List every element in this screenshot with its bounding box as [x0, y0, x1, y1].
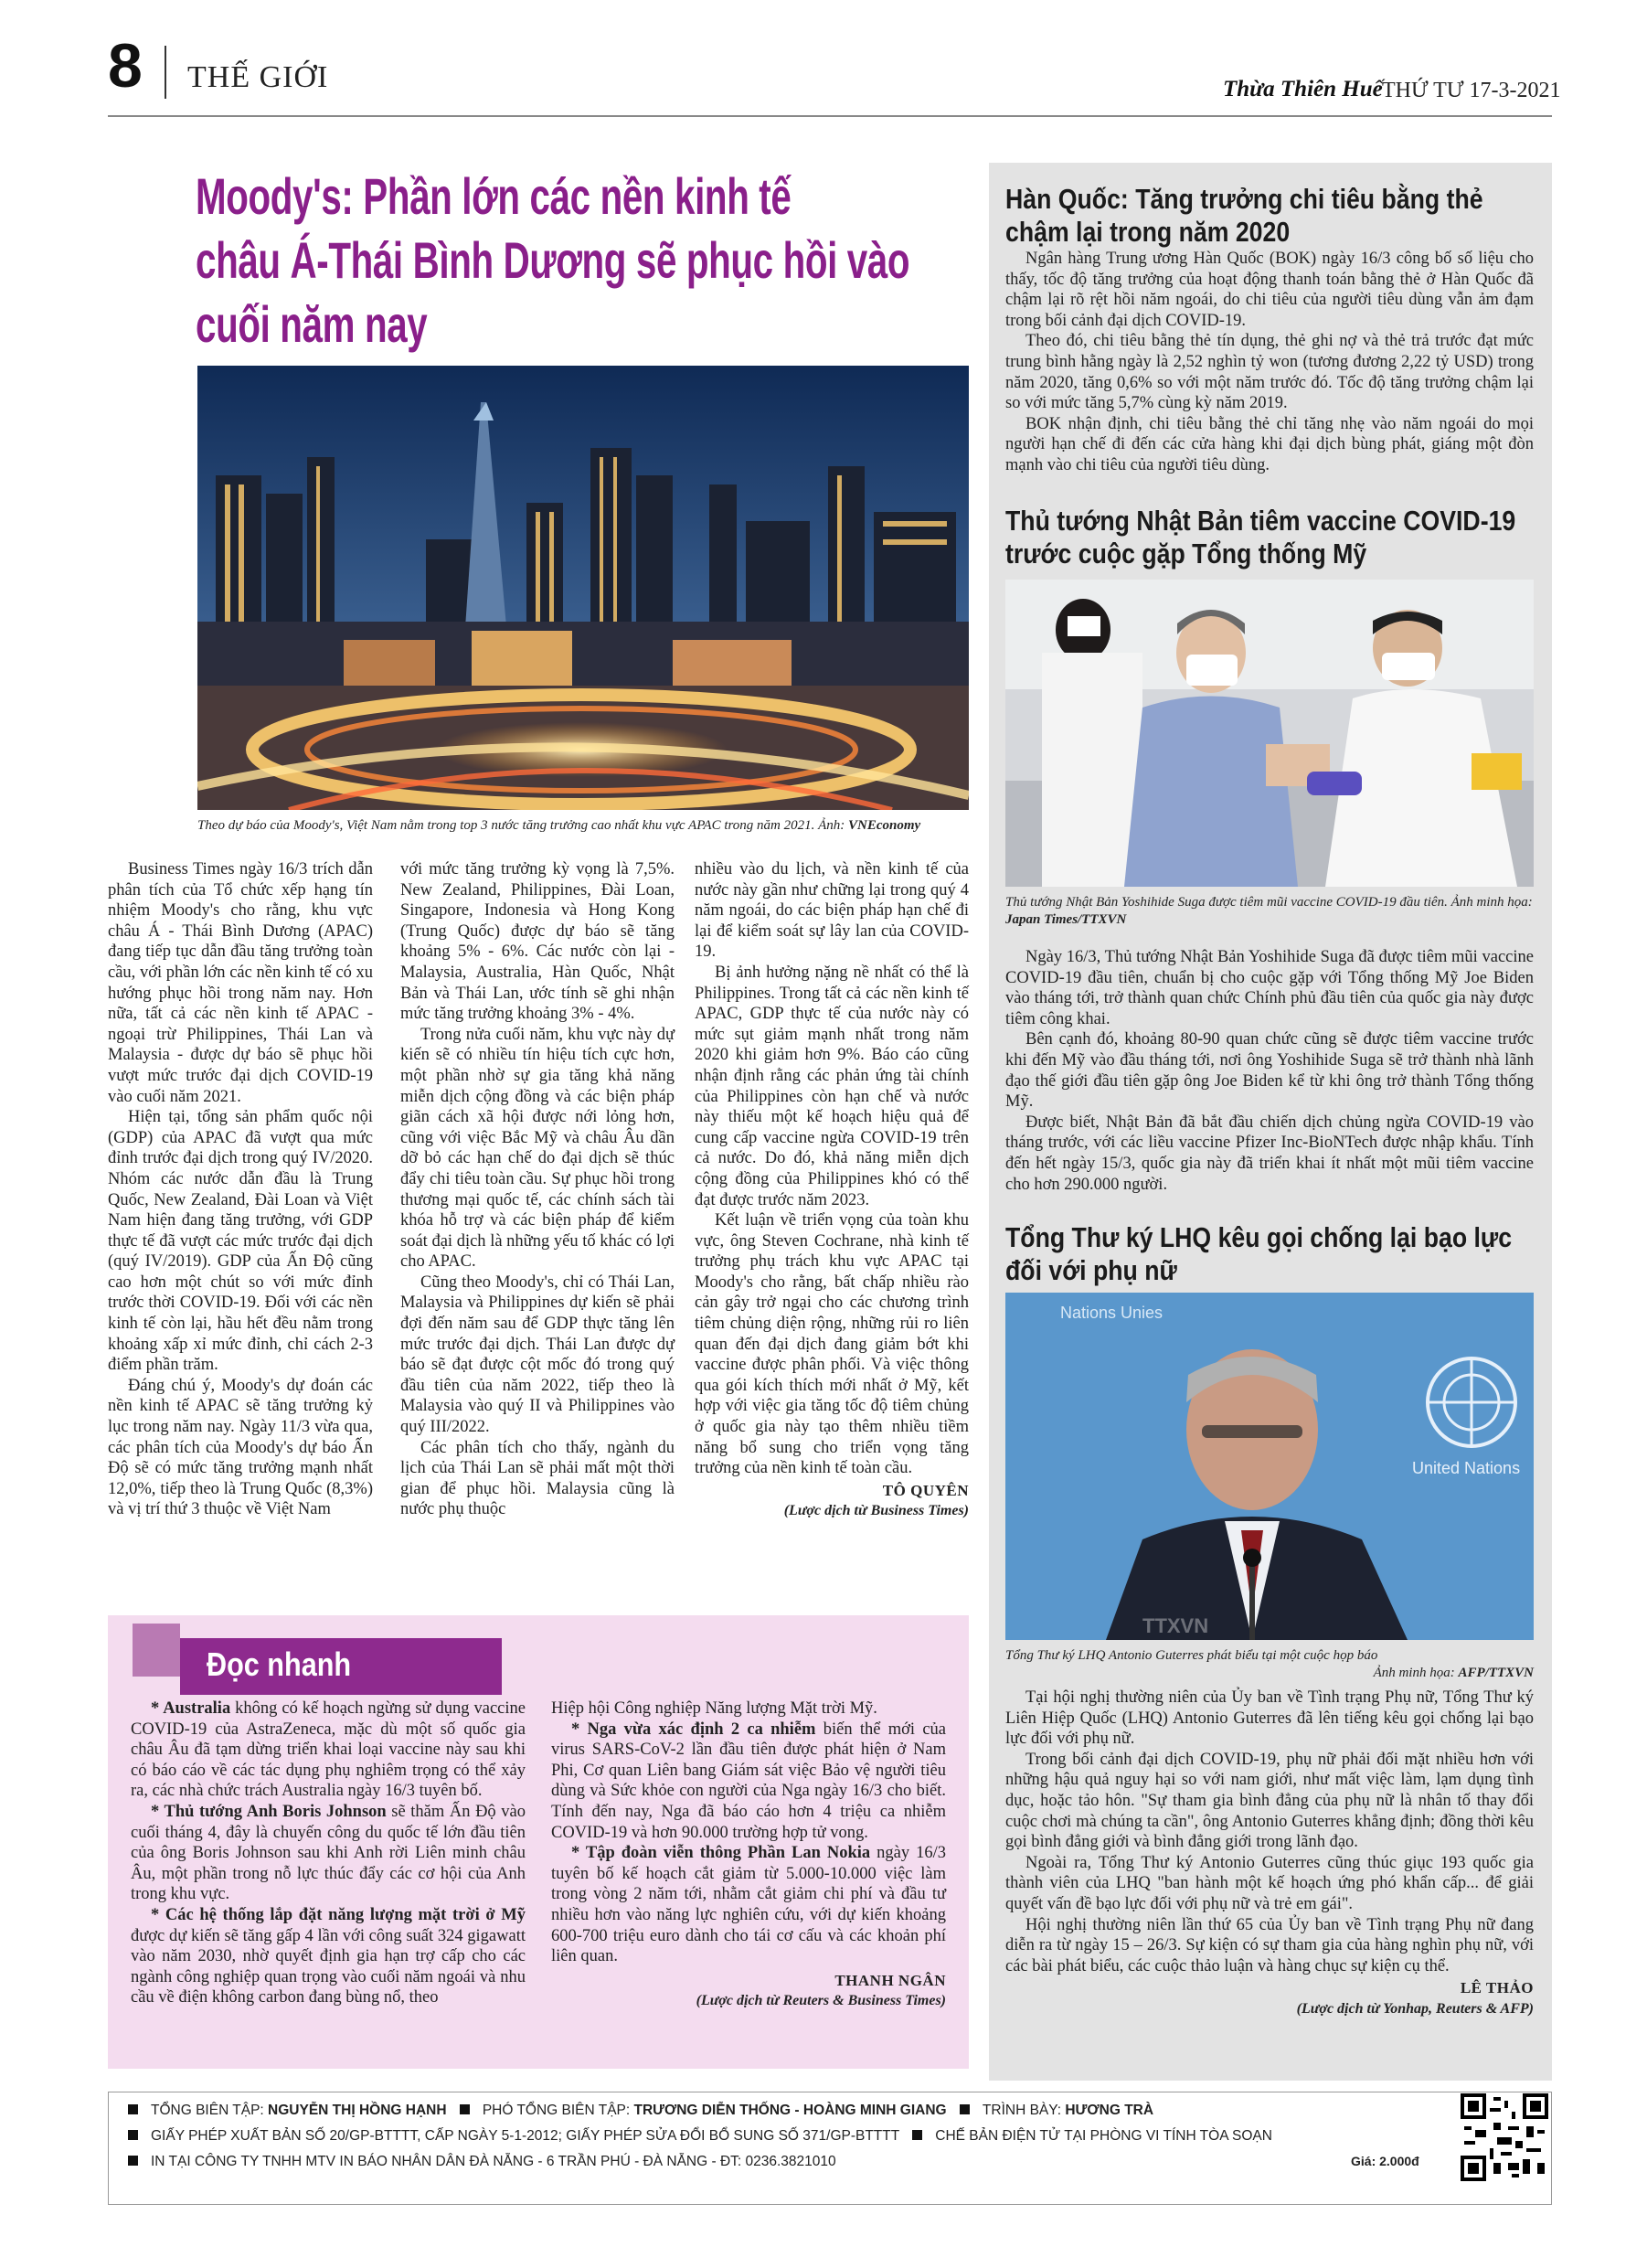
article-paragraph: BOK nhận định, chi tiêu bằng thẻ chỉ tăng nhẹ vào năm ngoái do mọi người hạn chế đi đến các cửa hàng khi đại dịch bùng phát, giáng một đòn mạnh vào chi tiêu của người tiêu dùng.: [1005, 414, 1534, 474]
korea-article: [1005, 249, 1534, 476]
article-paragraph: Trong nửa cuối năm, khu vực này dự kiến sẽ có nhiều tín hiệu tích cực hơn, một phần nhờ sự gia tăng khả năng miễn dịch cộng đồng và các biện pháp giãn cách xã hội được nới lỏng hơn, cũng với việc Bắc Mỹ và châu Âu dần dỡ bỏ các hạn chế do đại dịch sẽ thúc đẩy chi tiêu toàn cầu. Sự phục hồi trong thương mại quốc tế, các chính sách tài khóa hỗ trợ và các biện pháp để kiểm soát đại dịch là những yếu tố khác có lợi cho APAC.: [400, 1025, 675, 1272]
issue-date: THỨ TƯ 17-3-2021: [1382, 79, 1561, 102]
main-article-col2: [400, 859, 675, 1520]
article-paragraph: với mức tăng trưởng kỳ vọng là 7,5%. New Zealand, Philippines, Đài Loan, Singapore, Indonesia và Hong Kong (Trung Quốc) được dự báo sẽ tăng khoảng 5% - 6%. Các nước còn lại - Malaysia, Australia, Hàn Quốc, Nhật Bản và Thái Lan, ước tính sẽ ghi nhận mức tăng trưởng khoảng 3% - 4%.: [400, 860, 675, 1024]
quick-read-source: (Lược dịch từ Reuters & Business Times): [696, 1993, 946, 2009]
city-night-photo: [197, 366, 969, 810]
quick-read-item: * Australia không có kế hoạch ngừng sử dụng vaccine COVID-19 của AstraZeneca, mặc dù một số quốc gia châu Âu đã tạm dừng triển khai loại vaccine này sau khi có báo cáo về các tác dụng phụ nghiêm trọng có thể xảy ra, các nhà chức trách Australia ngày 16/3 tuyên bố.: [131, 1699, 526, 1801]
main-article-source: (Lược dịch từ Business Times): [783, 1503, 969, 1519]
article-paragraph: Đáng chú ý, Moody's dự đoán các nền kinh tế APAC sẽ tăng trưởng kỷ lục trong năm nay. Ngày 11/3 vừa qua, các phân tích của Moody's dự báo Ấn Độ sẽ có mức tăng trưởng mạnh nhất 12,0%, tiếp theo là Trung Quốc (8,3%) và vị trí thứ 3 thuộc về Việt Nam: [108, 1376, 373, 1519]
quick-read-col2: [551, 1698, 946, 2012]
japan-photo-caption-text: Thủ tướng Nhật Bản Yoshihide Suga được tiêm mũi vaccine COVID-19 đầu tiên. Ảnh minh họa:: [1005, 895, 1533, 910]
imprint-line-3: IN TẠI CÔNG TY TNHH MTV IN BÁO NHÂN DÂN ĐÀ NẴNG - 6 TRẦN PHÚ - ĐÀ NẴNG - ĐT: 0236.3821010: [128, 2152, 836, 2172]
article-paragraph: Tại hội nghị thường niên của Ủy ban về Tình trạng Phụ nữ, Tổng Thư ký Liên Hiệp Quốc (LHQ) Antonio Guterres đã lên tiếng kêu gọi chống lại bạo lực đối với phụ nữ.: [1005, 1688, 1534, 1749]
article-paragraph: Hiện tại, tổng sản phẩm quốc nội (GDP) của APAC đã vượt qua mức đỉnh trước đại dịch trong quý IV/2020. Nhóm các nước dẫn đầu là Trung Quốc, New Zealand, Đài Loan và Việt Nam hiện đang tăng trưởng, với GDP thực tế đã vượt các mức trước đại dịch (quý IV/2019). GDP của Ấn Độ cũng cao hơn một chút so với mức đỉnh trước thời COVID-19. Đối với các nền kinh tế còn lại, hầu hết đều nằm trong khoảng xấp xỉ mức đỉnh, chỉ cách 2-3 điểm phần trăm.: [108, 1108, 373, 1375]
japan-headline: Thủ tướng Nhật Bản tiêm vaccine COVID-19 trước cuộc gặp Tổng thống Mỹ: [1005, 505, 1516, 570]
quick-read-item: * Tập đoàn viễn thông Phần Lan Nokia ngày 16/3 tuyên bố kế hoạch cắt giảm từ 5.000-10.000 việc làm trong vòng 2 năm tới, nhằm cắt giảm chi phí và đầu tư nhiều hơn vào năng lực nghiên cứu, với dự kiến khoảng 600-700 triệu euro dành cho tái cơ cấu và các khoản phí liên quan.: [551, 1844, 947, 1966]
main-article-byline: TÔ QUYÊN: [882, 1481, 969, 1499]
section-title: THẾ GIỚI: [187, 60, 329, 94]
article-paragraph: Bên cạnh đó, khoảng 80-90 quan chức cũng sẽ được tiêm vaccine trước khi đến Mỹ vào đầu tháng tới, nơi ông Yoshihide Suga sẽ trở thành nhà lãnh đạo thế giới đầu tiên gặp ông Joe Biden kể từ khi ông trở thành Tổng thống Mỹ.: [1005, 1030, 1534, 1112]
main-photo-caption: [197, 817, 969, 835]
un-photo-caption: [1005, 1647, 1534, 1682]
quick-read-item: * Thủ tướng Anh Boris Johnson sẽ thăm Ấn Độ vào cuối tháng 4, đây là chuyến công du quốc tế lớn đầu tiên của ông Boris Johnson sau khi Anh rời Liên minh châu Âu, một phần trong nỗ lực thúc đẩy các cơ hội của Anh trong khu vực.: [131, 1802, 526, 1904]
qr-code: [1461, 2093, 1548, 2181]
un-photo-credit-prefix: Ảnh minh họa:: [1373, 1666, 1459, 1680]
japan-photo-credit: Japan Times/TTXVN: [1005, 912, 1127, 927]
un-wall-text: Nations Unies: [1060, 1304, 1164, 1322]
article-paragraph: Kết luận về triển vọng của toàn khu vực, ông Steven Cochrane, nhà kinh tế trưởng phụ trách khu vực APAC tại Moody's cho rằng, bất chấp nhiều rào cản gây trở ngại cho các chương trình tiêm chủng diện rộng, những rủi ro liên quan đến đại dịch đang giảm bớt khi vaccine được phân phối. Và việc thông qua gói kích thích mới nhất ở Mỹ, kết hợp với việc gia tăng tốc độ tiêm chủng ở quốc gia này tạo thêm nhiều tiềm năng bổ sung cho triển vọng tăng trưởng của nền kinh tế toàn cầu.: [695, 1211, 969, 1478]
masthead-rule: [108, 115, 1552, 117]
sidebar-byline: LÊ THẢO: [1460, 1979, 1534, 1997]
suga-vaccine-photo: [1005, 580, 1534, 887]
quick-read-col1: [131, 1698, 526, 2008]
sidebar-source: (Lược dịch từ Yonhap, Reuters & AFP): [1296, 2000, 1534, 2017]
imprint-line-1: TỔNG BIÊN TẬP: NGUYỄN THỊ HỒNG HẠNH PHÓ TỔNG BIÊN TẬP: TRƯƠNG DIỄN THỐNG - HOÀNG MINH GIANG TRÌNH BÀY: HƯƠNG TRÀ: [128, 2101, 1153, 2121]
photo-watermark: TTXVN: [1142, 1614, 1209, 1637]
quick-read-item: Hiệp hội Công nghiệp Năng lượng Mặt trời Mỹ.: [551, 1699, 877, 1718]
un-photo-credit: AFP/TTXVN: [1458, 1666, 1534, 1680]
page-number: 8: [108, 31, 143, 101]
quick-read-label: Đọc nhanh: [207, 1645, 352, 1683]
article-paragraph: nhiều vào du lịch, và nền kinh tế của nước này gần như chững lại trong quý 4 năm ngoái, do các biện pháp hạn chế đi lại để kiểm soát sự lây lan của COVID-19.: [695, 860, 969, 962]
un-article: [1005, 1688, 1534, 2020]
article-paragraph: Được biết, Nhật Bản đã bắt đầu chiến dịch chủng ngừa COVID-19 vào tháng trước, với các liều vaccine Pfizer Inc-BioNTech được nhập khẩu. Tính đến hết ngày 15/3, quốc gia này đã triển khai ít nhất một mũi tiêm vaccine cho hơn 290.000 người.: [1005, 1113, 1534, 1194]
quick-read-byline: THANH NGÂN: [834, 1971, 946, 1989]
quick-read-item: * Nga vừa xác định 2 ca nhiễm biến thể mới của virus SARS-CoV-2 lần đầu tiên được phát hiện ở Nam Phi, Cơ quan Liên bang Giám sát việc Bảo vệ người tiêu dùng và Sức khỏe con người của Nga ngày 16/3 cho biết. Tính đến nay, Nga đã báo cáo hơn 4 triệu ca nhiễm COVID-19 và hơn 90.000 trường hợp tử vong.: [551, 1720, 947, 1842]
main-article-col3: [695, 859, 969, 1522]
korea-headline: Hàn Quốc: Tăng trưởng chi tiêu bằng thẻ chậm lại trong năm 2020: [1005, 183, 1483, 248]
japan-photo-caption: [1005, 894, 1534, 929]
main-headline: [196, 165, 979, 357]
un-photo-caption-text: Tổng Thư ký LHQ Antonio Guterres phát biểu tại một cuộc họp báo: [1005, 1648, 1378, 1663]
article-paragraph: Hội nghị thường niên lần thứ 65 của Ủy ban về Tình trạng Phụ nữ đang diễn ra từ ngày 15 – 26/3. Sự kiện có sự tham gia của hàng nghìn phụ nữ, với các bài phát biểu, các cuộc thảo luận và hàng chục sự kiện cụ thể.: [1005, 1915, 1534, 1975]
main-photo-credit: VNEconomy: [848, 818, 921, 833]
article-paragraph: Trong bối cảnh đại dịch COVID-19, phụ nữ phải đối mặt nhiều hơn với những hậu quả nguy hại so với nam giới, như mất việc làm, lạm dụng tình dục, hoặc tảo hôn. "Sự tham gia bình đẳng của phụ nữ là nhân tố thay đổi cuộc chơi mà chúng ta cần", ông Antonio Guterres khẳng định; đồng thời kêu gọi bình đẳng giới và bình đẳng giới trong lãnh đạo.: [1005, 1750, 1534, 1852]
newspaper-name: Thừa Thiên Huế: [1223, 77, 1383, 101]
main-headline-line1: Moody's: Phần lớn các nền kinh tế: [196, 167, 792, 225]
article-paragraph: Ngân hàng Trung ương Hàn Quốc (BOK) ngày 16/3 công bố số liệu cho thấy, tốc độ tăng trưởng của hoạt động thanh toán bằng thẻ ở Hàn Quốc đã chậm lại rõ rệt hồi năm ngoái, do chi tiêu của người tiêu dùng vẫn ảm đạm trong bối cảnh đại dịch COVID-19.: [1005, 250, 1534, 330]
article-paragraph: Bị ảnh hưởng nặng nề nhất có thể là Philippines. Trong tất cả các nền kinh tế APAC, GDP thực tế của nước này có mức sụt giảm mạnh nhất trong năm 2020 khi giảm hơn 9%. Báo cáo cũng nhận định rằng các phản ứng tài chính của Philippines còn hạn chế và nước này thiếu một kế hoạch hiệu quả để cung cấp vaccine ngừa COVID-19 trên cả nước. Do đó, khả năng miễn dịch cộng đồng của Philippines khó có thể đạt được trước năm 2023.: [695, 963, 969, 1209]
guterres-photo: [1005, 1293, 1534, 1640]
article-paragraph: Cũng theo Moody's, chỉ có Thái Lan, Malaysia và Philippines dự kiến sẽ phải đợi đến năm sau để GDP thực tăng lên mức trước đại dịch. Thái Lan được dự báo sẽ đạt được cột mốc đó trong quý đầu tiên của năm 2022, tiếp theo là Malaysia vào quý II và Philippines vào quý III/2022.: [400, 1272, 675, 1437]
article-paragraph: Business Times ngày 16/3 trích dẫn phân tích của Tổ chức xếp hạng tín nhiệm Moody's cho rằng, khu vực châu Á - Thái Bình Dương (APAC) đang tiếp tục dẫn đầu tăng trưởng toàn cầu, với phần lớn các nền kinh tế có xu hướng phục hồi trong năm nay. Hơn nữa, tất cả các nền kinh tế APAC - ngoại trừ Philippines, Thái Lan và Malaysia - được dự báo sẽ phục hồi vượt mức trước đại dịch COVID-19 vào cuối năm 2021.: [108, 860, 373, 1106]
un-wall-text-2: United Nations: [1412, 1459, 1521, 1477]
main-article-col1: [108, 859, 373, 1520]
quick-read-item: * Các hệ thống lắp đặt năng lượng mặt trời ở Mỹ được dự kiến sẽ tăng gấp 4 lần với công suất 324 gigawatt vào năm 2030, nhờ quyết định gia hạn trợ cấp cho các ngành công nghiệp quan trọng vào cuối năm ngoái và nhu cầu về điện không carbon đang bùng nổ, theo: [131, 1905, 526, 2007]
article-paragraph: Ngày 16/3, Thủ tướng Nhật Bản Yoshihide Suga đã được tiêm mũi vaccine COVID-19 đầu tiên, chuẩn bị cho cuộc gặp với Tổng thống Mỹ Joe Biden vào tháng tới, trở thành quan chức Chính phủ đầu tiên của quốc gia này được tiêm công khai.: [1005, 948, 1534, 1028]
article-paragraph: Theo đó, chi tiêu bằng thẻ tín dụng, thẻ ghi nợ và thẻ trả trước đạt mức trung bình hằng ngày là 2,52 nghìn tỷ won (tương đương 2,22 tỷ USD) trong năm 2020, tăng 0,6% so với một năm trước đó. Tốc độ tăng trưởng chậm lại so với mức tăng 5,7% cùng kỳ năm 2019.: [1005, 332, 1534, 413]
article-paragraph: Ngoài ra, Tổng Thư ký Antonio Guterres cũng thúc giục 193 quốc gia thành viên của LHQ "ban hành một kế hoạch ứng phó khẩn cấp... để giải quyết vấn đề bạo lực đối với phụ nữ và trẻ em gái".: [1005, 1853, 1534, 1913]
imprint-line-2: GIẤY PHÉP XUẤT BẢN SỐ 20/GP-BTTTT, CẤP NGÀY 5-1-2012; GIẤY PHÉP SỬA ĐỔI BỔ SUNG SỐ 371/GP-BTTTT CHẾ BẢN ĐIỆN TỬ TẠI PHÒNG VI TÍNH TÒA SOẠN: [128, 2126, 1272, 2146]
masthead-divider: [165, 46, 166, 99]
japan-article: [1005, 947, 1534, 1195]
un-headline: Tổng Thư ký LHQ kêu gọi chống lại bạo lực đối với phụ nữ: [1005, 1221, 1513, 1286]
quick-read-tab-accent: [133, 1624, 180, 1677]
price-label: Giá: 2.000đ: [1351, 2154, 1419, 2168]
main-photo-caption-text: Theo dự báo của Moody's, Việt Nam nằm trong top 3 nước tăng trưởng cao nhất khu vực APAC trong năm 2021. Ảnh:: [197, 818, 849, 833]
article-paragraph: Các phân tích cho thấy, ngành du lịch của Thái Lan sẽ phải mất một thời gian để phục hồi. Malaysia cũng là nước phụ thuộc: [400, 1438, 675, 1519]
main-headline-line2: châu Á-Thái Bình Dương sẽ phục hồi vào cuối năm nay: [196, 231, 910, 353]
